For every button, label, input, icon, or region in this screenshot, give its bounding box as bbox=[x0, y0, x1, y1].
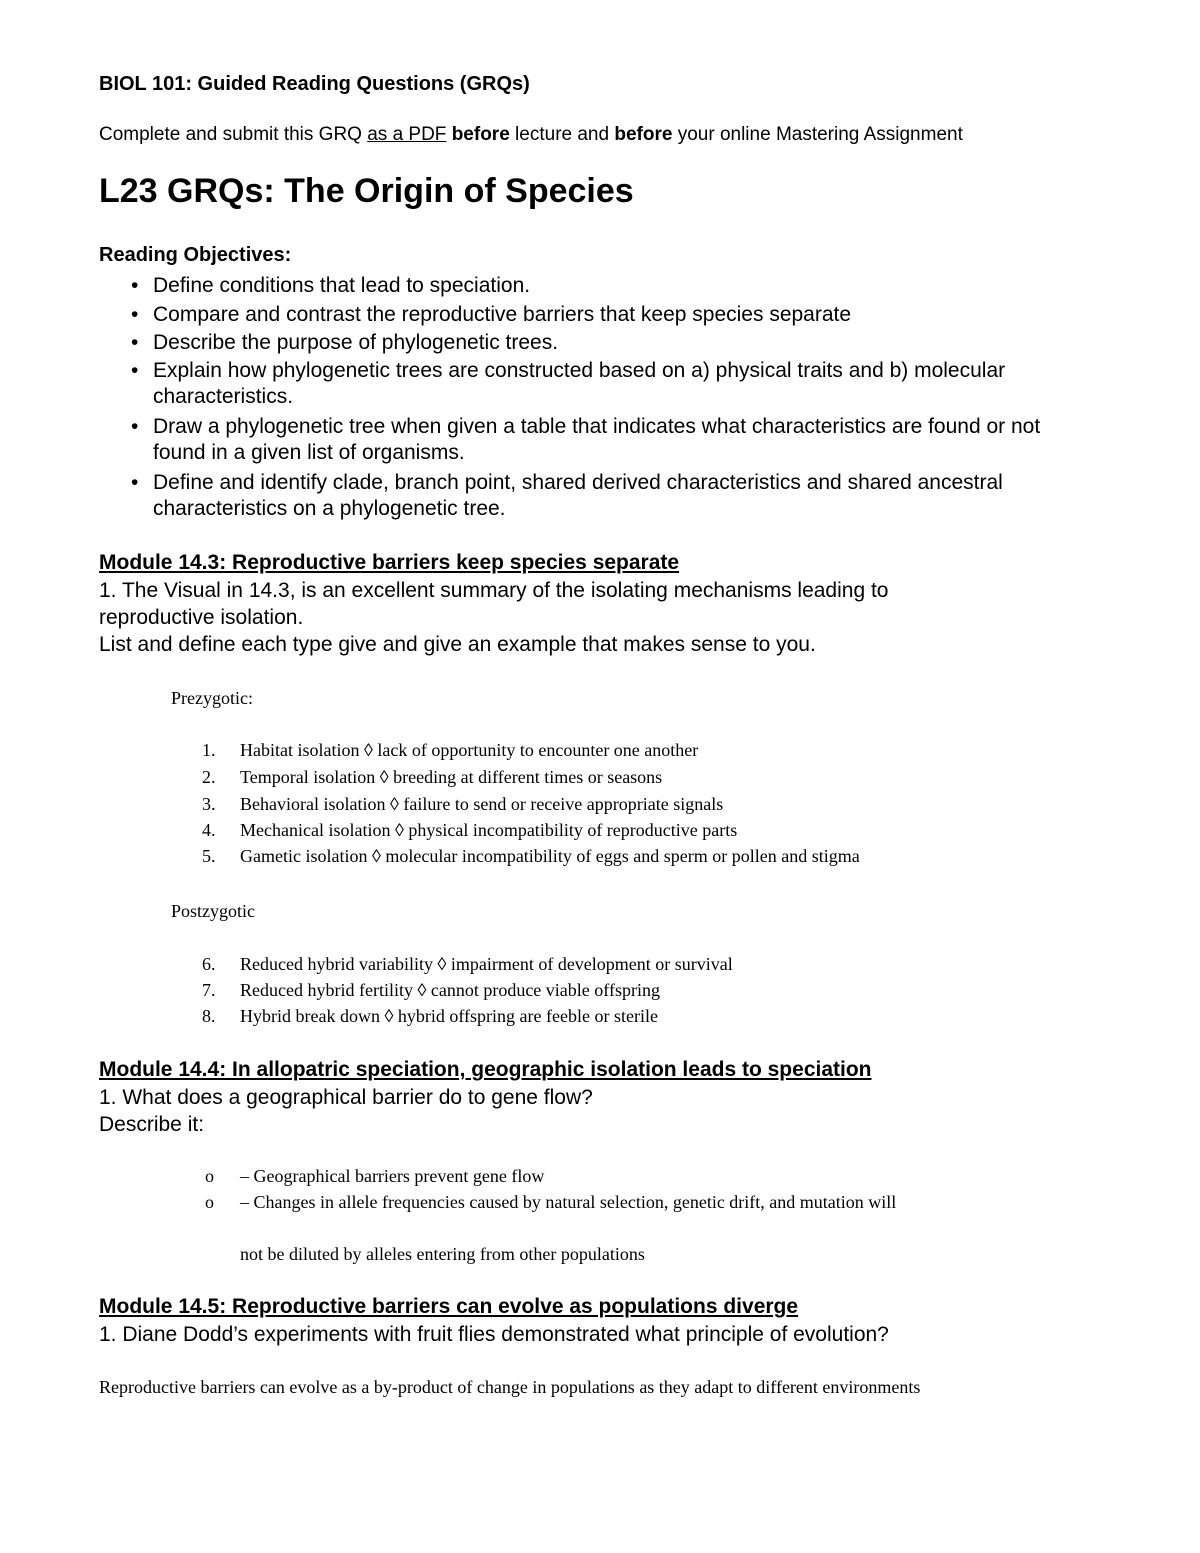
bullet-icon: • bbox=[131, 331, 139, 354]
instructions-part: lecture and bbox=[509, 124, 615, 145]
answer-text: – Changes in allele frequencies caused by natural selection, genetic drift, and mutation will bbox=[240, 1192, 897, 1212]
pdf-link-text: as a PDF bbox=[367, 124, 447, 145]
item-text: Reduced hybrid variability ◊ impairment of development or survival bbox=[240, 954, 733, 974]
course-title: BIOL 101: Guided Reading Questions (GRQs) bbox=[99, 73, 530, 95]
objective-text: Explain how phylogenetic trees are constructed based on a) physical traits and b) molecular characteristics. bbox=[153, 359, 1006, 408]
item-number: 4. bbox=[202, 820, 216, 840]
item-number: 6. bbox=[202, 954, 216, 974]
bullet-icon: • bbox=[131, 274, 139, 297]
objective-text: Define and identify clade, branch point, shared derived characteristics and shared ancestral characteristics on a phylogenetic tree. bbox=[153, 471, 1003, 520]
objective-text: Describe the purpose of phylogenetic trees. bbox=[153, 331, 559, 354]
item-text: Habitat isolation ◊ lack of opportunity to encounter one another bbox=[240, 740, 699, 760]
objectives-heading: Reading Objectives: bbox=[99, 244, 292, 266]
lecture-title: L23 GRQs: The Origin of Species bbox=[99, 172, 634, 210]
module-14-5-answer: Reproductive barriers can evolve as a by-product of change in populations as they adapt to different environments bbox=[99, 1377, 921, 1397]
item-number: 2. bbox=[202, 767, 216, 787]
item-number: 1. bbox=[202, 740, 216, 760]
module-14-3-question: List and define each type give and give an example that makes sense to you. bbox=[99, 633, 816, 656]
objective-item bbox=[131, 358, 1091, 410]
module-14-3-question: 1. The Visual in 14.3, is an excellent summary of the isolating mechanisms leading to bbox=[99, 579, 889, 602]
bullet-icon: • bbox=[131, 471, 139, 494]
item-number: 8. bbox=[202, 1006, 216, 1026]
item-text: Mechanical isolation ◊ physical incompatibility of reproductive parts bbox=[240, 820, 738, 840]
objective-text: Compare and contrast the reproductive barriers that keep species separate bbox=[153, 303, 852, 326]
instructions-emphasis: before bbox=[451, 124, 510, 145]
item-text: Reduced hybrid fertility ◊ cannot produce viable offspring bbox=[240, 980, 660, 1000]
objective-text: Draw a phylogenetic tree when given a table that indicates what characteristics are found or not found in a given list of organisms. bbox=[153, 415, 1041, 464]
item-number: 3. bbox=[202, 794, 216, 814]
prezygotic-label: Prezygotic: bbox=[171, 688, 253, 708]
item-number: 5. bbox=[202, 846, 216, 866]
module-14-3-heading: Module 14.3: Reproductive barriers keep species separate bbox=[99, 551, 680, 574]
module-14-3-question: reproductive isolation. bbox=[99, 606, 304, 629]
module-14-4-question: 1. What does a geographical barrier do to gene flow? bbox=[99, 1086, 593, 1109]
describe-label: Describe it: bbox=[99, 1113, 205, 1136]
answer-text: – Geographical barriers prevent gene flow bbox=[240, 1166, 545, 1186]
item-text: Hybrid break down ◊ hybrid offspring are feeble or sterile bbox=[240, 1006, 658, 1026]
answer-continuation: not be diluted by alleles entering from other populations bbox=[240, 1244, 645, 1264]
item-number: 7. bbox=[202, 980, 216, 1000]
bullet-icon: • bbox=[131, 303, 139, 326]
bullet-icon: • bbox=[131, 359, 139, 382]
instructions-part: your online Mastering Assignment bbox=[672, 124, 963, 145]
objective-item bbox=[131, 330, 1091, 356]
item-text: Temporal isolation ◊ breeding at different times or seasons bbox=[240, 767, 663, 787]
objective-item bbox=[131, 470, 1091, 522]
objective-item bbox=[131, 302, 1091, 328]
bullet-icon: • bbox=[131, 415, 139, 438]
instructions-part: Complete and submit this GRQ bbox=[99, 124, 368, 145]
module-14-5-heading: Module 14.5: Reproductive barriers can evolve as populations diverge bbox=[99, 1295, 799, 1318]
module-14-5-question: 1. Diane Dodd’s experiments with fruit flies demonstrated what principle of evolution? bbox=[99, 1323, 889, 1346]
circle-bullet-icon: o bbox=[205, 1192, 214, 1212]
circle-bullet-icon: o bbox=[205, 1166, 214, 1186]
instructions-text bbox=[99, 124, 963, 146]
objective-item bbox=[131, 273, 1091, 299]
objective-text: Define conditions that lead to speciation. bbox=[153, 274, 531, 297]
instructions-emphasis: before bbox=[614, 124, 673, 145]
objective-item bbox=[131, 414, 1091, 466]
module-14-4-heading: Module 14.4: In allopatric speciation, geographic isolation leads to speciation bbox=[99, 1058, 872, 1081]
postzygotic-label: Postzygotic bbox=[171, 901, 255, 921]
item-text: Gametic isolation ◊ molecular incompatibility of eggs and sperm or pollen and stigma bbox=[240, 846, 860, 866]
item-text: Behavioral isolation ◊ failure to send or receive appropriate signals bbox=[240, 794, 724, 814]
